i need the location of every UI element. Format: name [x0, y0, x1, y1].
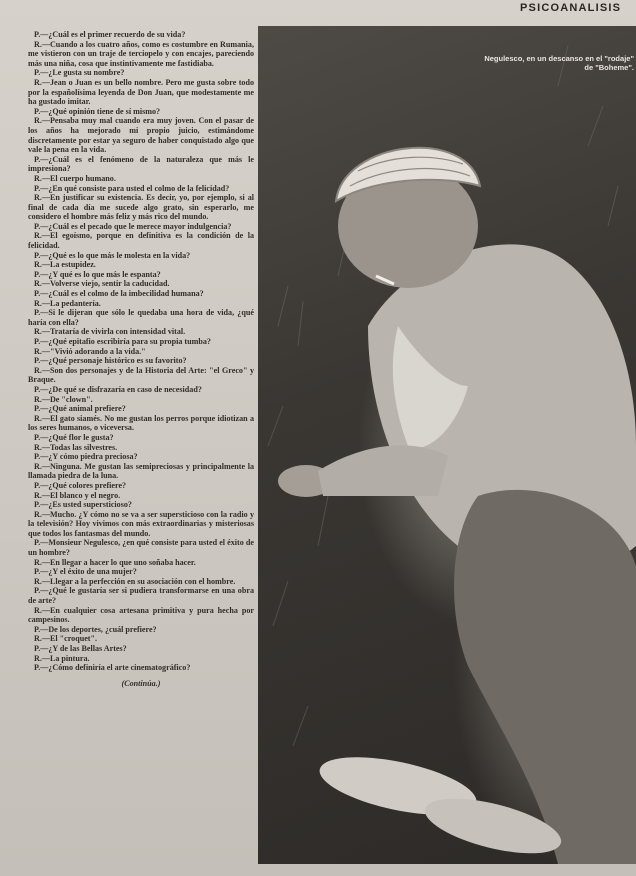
interview-paragraph: R.—La estupidez.: [34, 260, 96, 270]
interview-text-column: [28, 30, 254, 868]
interview-paragraph: P.—¿Le gusta su nombre?: [34, 68, 125, 78]
interview-paragraph: P.—¿Qué animal prefiere?: [34, 404, 126, 414]
section-header: PSICOANALISIS: [520, 2, 622, 14]
interview-paragraph: P.—¿Qué le gustaría ser si pudiera transformarse en una obra de arte?: [28, 586, 254, 606]
interview-paragraph: R.—Cuando a los cuatro años, como es costumbre en Rumania, me vistieron con un traje de terciopelo y con encajes, pareciendo más una niña, cosa que instintivamente me fastidiaba.: [28, 39, 254, 68]
interview-paragraph: R.—"Vivió adorando a la vida.": [34, 346, 146, 356]
photo-caption: Negulesco, en un descanso en el "rodaje" de "Boheme".: [484, 54, 634, 72]
photo-man-reclining-on-grass: [258, 26, 636, 864]
interview-paragraph: P.—¿Cuál es el primer recuerdo de su vida?: [34, 30, 186, 39]
interview-paragraph: R.—Volverse viejo, sentir la caducidad.: [34, 279, 170, 289]
interview-paragraph: P.—¿Y el éxito de una mujer?: [34, 567, 137, 577]
interview-paragraph: R.—El cuerpo humano.: [34, 173, 116, 183]
interview-paragraph: R.—Son dos personajes y de la Historia del Arte: "el Greco" y Braque.: [28, 365, 254, 385]
interview-paragraph: R.—Trataría de vivirla con intensidad vital.: [34, 327, 186, 337]
interview-paragraph: R.—La pedantería.: [34, 298, 101, 308]
interview-paragraph: P.—¿Cuál es el pecado que le merece mayor indulgencia?: [34, 221, 232, 231]
interview-paragraph: P.—¿Qué flor le gusta?: [34, 432, 114, 442]
interview-paragraph: P.—¿Cuál es el fenómeno de la naturaleza que más le impresiona?: [28, 154, 254, 174]
interview-paragraph: R.—Mucho. ¿Y cómo no se va a ser supersticioso con la radio y la televisión? Hoy vivimos con más extraordinarias y misteriosas que todos los fantasmas del mundo.: [28, 509, 254, 538]
interview-paragraph: R.—En cualquier cosa artesana primitiva y pura hecha por campesinos.: [28, 605, 254, 625]
interview-paragraph: P.—¿Qué colores prefiere?: [34, 480, 127, 490]
interview-paragraph: P.—¿Qué opinión tiene de sí mismo?: [34, 106, 161, 116]
interview-paragraph: P.—¿Y cómo piedra preciosa?: [34, 452, 138, 462]
interview-paragraph: R.—Ninguna. Me gustan las semipreciosas y principalmente la llamada piedra de la luna.: [28, 461, 254, 481]
photo-illustration: [258, 26, 636, 864]
interview-paragraph: P.—¿Qué epitafio escribiría para su propia tumba?: [34, 337, 211, 346]
interview-paragraph: R.—Llegar a la perfección en su asociación con el hombre.: [34, 576, 236, 586]
interview-paragraph: R.—El "croquet".: [34, 634, 98, 644]
interview-paragraph: R.—En llegar a hacer lo que uno soñaba hacer.: [34, 557, 196, 567]
interview-paragraph: P.—De los deportes, ¿cuál prefiere?: [34, 624, 157, 634]
interview-paragraph: R.—De "clown".: [34, 394, 93, 404]
interview-paragraph: R.—Pensaba muy mal cuando era muy joven. Con el pasar de los años ha mejorado mi propio juicio, estimándome discretamente por estar ya seguro de haber conquistado algo que vale la pena en la vida.: [28, 116, 254, 155]
interview-paragraph: P.—¿Qué personaje histórico es su favorito?: [34, 356, 187, 366]
interview-paragraph: P.—¿Cómo definiría el arte cinematográfico?: [34, 663, 191, 673]
interview-paragraph: P.—¿Es usted supersticioso?: [34, 500, 132, 510]
continued-note: (Continúa.): [121, 678, 161, 688]
interview-paragraph: P.—¿Qué es lo que más le molesta en la vida?: [34, 250, 191, 260]
interview-paragraph: R.—El gato siamés. No me gustan los perros porque idiotizan a los seres humanos, o viceversa.: [28, 413, 254, 433]
interview-paragraph: R.—El egoísmo, porque en definitiva es la condición de la felicidad.: [28, 231, 254, 251]
interview-paragraph: P.—¿Y de las Bellas Artes?: [34, 644, 127, 653]
interview-paragraph: P.—¿Y qué es lo que más le espanta?: [34, 269, 161, 279]
interview-paragraph: R.—Jean o Juan es un bello nombre. Pero me gusta sobre todo por la españolísima leyenda de Don Juan, que modestamente me ha gustado imitar.: [28, 77, 254, 107]
interview-paragraph: R.—El blanco y el negro.: [34, 490, 121, 500]
interview-paragraph: P.—Si le dijeran que sólo le quedaba una hora de vida, ¿qué haría con ella?: [28, 308, 254, 327]
arm-shape: [318, 445, 448, 496]
interview-paragraph: R.—En justificar su existencia. Es decir, yo, por ejemplo, si al final de cada día me sucede algo grato, sin esperarlo, me considero el hombre más feliz y más rico del mundo.: [28, 193, 254, 222]
interview-paragraph: P.—¿De qué se disfrazaría en caso de necesidad?: [34, 384, 202, 394]
interview-paragraph: P.—¿En qué consiste para usted el colmo de la felicidad?: [34, 183, 230, 193]
interview-paragraph: R.—Todas las silvestres.: [34, 442, 118, 452]
interview-paragraph: P.—¿Cuál es el colmo de la imbecilidad humana?: [34, 289, 204, 299]
interview-paragraph: R.—La pintura.: [34, 653, 90, 663]
interview-paragraph: P.—Monsieur Negulesco, ¿en qué consiste para usted el éxito de un hombre?: [28, 538, 254, 558]
